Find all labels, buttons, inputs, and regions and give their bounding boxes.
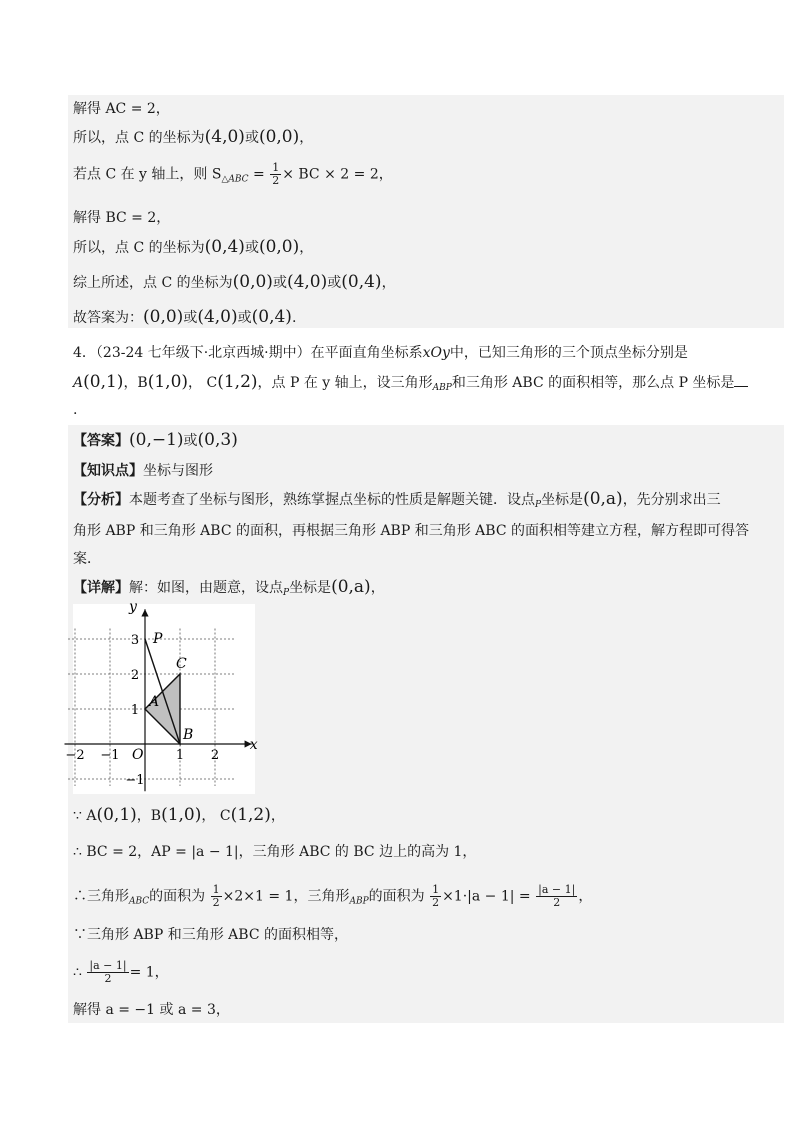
coord: (0,0) [232, 272, 273, 292]
point-label-p: P [153, 631, 163, 647]
text: 坐标是 [289, 580, 332, 596]
text: ∴三角形 [73, 888, 129, 905]
math: ABP [432, 383, 452, 393]
text: ， [299, 130, 314, 146]
denominator: 2 [553, 896, 561, 909]
fraction [270, 162, 281, 187]
text: ∴ [73, 964, 82, 981]
text: 解得 AC = 2， [73, 101, 170, 117]
coord: (0,−1) [129, 430, 184, 450]
fraction [536, 884, 577, 909]
coord: (0,0) [258, 237, 300, 257]
text: ， [370, 580, 385, 596]
coord: (4,0) [204, 127, 245, 147]
math: xOy [422, 345, 450, 361]
solution-line-4 [73, 208, 170, 228]
coord: (1,2) [230, 805, 271, 825]
answer-line [73, 430, 238, 451]
question-line-3 [73, 400, 77, 420]
math: AP = |a − 1| [151, 844, 239, 860]
denominator: 2 [432, 896, 440, 909]
answer-blank [734, 374, 748, 387]
text: 若点 C 在 y 轴上，则 S [73, 166, 222, 183]
analysis-line-1 [73, 489, 721, 515]
coord: (0,4) [204, 237, 245, 257]
text: 或 [244, 240, 259, 256]
subscript: △ABC [221, 174, 249, 185]
text: 坐标是 [541, 492, 584, 508]
text: . [291, 310, 297, 326]
x-tick-label: −1 [100, 748, 120, 763]
y-tick-label: 3 [130, 633, 140, 648]
text: 中，已知三角形的三个顶点坐标分别是 [449, 345, 688, 361]
label: 【知识点】 [73, 463, 143, 479]
text: 和三角形 ABC 的面积相等，那么点 P 坐标是 [451, 375, 735, 391]
text: 坐标与图形 [143, 463, 213, 479]
text: 案． [73, 551, 101, 567]
text: 或 [183, 433, 198, 449]
text: ， C [188, 375, 218, 391]
point-label-c: C [176, 656, 187, 672]
text: ∵三角形 ABP 和三角形 ABC 的面积相等， [73, 927, 348, 943]
coord: (0,0) [258, 127, 300, 147]
text: ， [578, 888, 593, 905]
denominator: 2 [104, 972, 112, 985]
text: ，先分别求出三 [622, 492, 721, 508]
text: ， [381, 275, 396, 291]
question-line-2 [73, 372, 748, 398]
detail-line-6 [73, 960, 169, 985]
text: ，B [136, 808, 162, 824]
coord: (0,0) [143, 307, 184, 327]
x-tick-label: 1 [175, 748, 185, 763]
x-tick-label: 2 [210, 748, 220, 763]
y-tick-label: −1 [125, 773, 145, 788]
text: 解得 a = −1 或 a = 3， [73, 1002, 230, 1018]
fraction [211, 884, 222, 909]
text: 4．（23-24 七年级下·北京西城·期中）在平面直角坐标系 [73, 345, 423, 361]
numerator: |a − 1| [538, 883, 576, 896]
text: ，三角形 ABC 的 BC 边上的高为 1， [238, 844, 477, 860]
y-axis-label: y [129, 599, 137, 615]
solution-line-7 [73, 307, 296, 328]
text: ， [270, 808, 285, 824]
fraction [87, 960, 128, 985]
text: ，B [123, 375, 148, 391]
coord: (0,4) [341, 272, 382, 292]
detail-line-5 [73, 925, 348, 945]
text: 解：如图，由题意，设点 [129, 580, 283, 596]
math: ABC [129, 896, 150, 907]
text: ， [299, 240, 314, 256]
text: 的面积为 [149, 888, 206, 905]
coord: (4,0) [286, 272, 328, 292]
denominator: 2 [212, 896, 220, 909]
text: = [253, 166, 265, 183]
solution-line-1 [73, 99, 170, 119]
detail-line-4 [73, 884, 592, 912]
denominator: 2 [272, 174, 280, 187]
coord: (4,0) [197, 307, 238, 327]
numerator: 1 [272, 161, 280, 174]
math: ABP [349, 896, 369, 907]
coord: (0,4) [251, 307, 292, 327]
text: 或 [272, 275, 287, 291]
analysis-line-3 [73, 549, 101, 569]
numerator: 1 [212, 883, 220, 896]
text: 角形 ABP 和三角形 ABC 的面积，再根据三角形 ABP 和三角形 ABC 的面积相等建立方程，解方程即可得答 [73, 523, 749, 539]
question-line-1 [73, 343, 688, 363]
point-label-b: B [183, 727, 194, 743]
text: ∴ BC = 2， [73, 844, 152, 860]
origin-label: O [132, 747, 144, 763]
text: ×2×1 = 1，三角形 [222, 888, 350, 905]
analysis-line-2 [73, 521, 749, 541]
text: A [73, 375, 84, 391]
solution-line-3 [73, 162, 393, 190]
text: 所以，点 C 的坐标为 [73, 130, 205, 146]
detail-line-7 [73, 1000, 230, 1020]
detail-line-3 [73, 842, 476, 862]
text: . [73, 402, 78, 418]
text: 解得 BC = 2， [73, 210, 171, 226]
text: ×1·|a − 1| = [442, 888, 531, 905]
detail-line-2 [73, 805, 285, 826]
text: 或 [244, 130, 259, 146]
label: 【答案】 [73, 433, 129, 449]
y-tick-label: 2 [130, 668, 140, 683]
text: 的面积为 [368, 888, 425, 905]
numerator: 1 [432, 883, 440, 896]
numerator: |a − 1| [89, 959, 127, 972]
solution-line-6 [73, 272, 396, 293]
coordinate-figure [65, 599, 258, 794]
text: × BC × 2 = 2， [282, 166, 393, 183]
text: = 1， [129, 964, 169, 981]
solution-line-5 [73, 237, 313, 258]
text: 所以，点 C 的坐标为 [73, 240, 205, 256]
coord: (0,a) [331, 577, 371, 597]
point-label-a: A [149, 694, 160, 710]
text: 本题考查了坐标与图形，熟练掌握点坐标的性质是解题关键．设点 [129, 492, 535, 508]
math: P [535, 500, 542, 510]
y-tick-label: 1 [130, 703, 140, 718]
label: 【详解】 [73, 580, 129, 596]
text: 故答案为： [73, 310, 143, 326]
solution-line-2 [73, 127, 313, 148]
coord: (1,2) [217, 372, 258, 392]
coord: (1,0) [147, 372, 189, 392]
detail-line-1 [73, 577, 385, 603]
fraction [430, 884, 441, 909]
knowledge-point-line [73, 461, 213, 481]
text: 或 [327, 275, 342, 291]
label: 【分析】 [73, 492, 129, 508]
coord: (0,1) [83, 372, 124, 392]
text: 或 [237, 310, 252, 326]
coord: (1,0) [161, 805, 202, 825]
text: 或 [183, 310, 198, 326]
x-axis-label: x [249, 737, 258, 753]
text: ，点 P 在 y 轴上，设三角形 [257, 375, 433, 391]
coord: (0,1) [96, 805, 137, 825]
text: ， C [201, 808, 231, 824]
text: ∵ A [73, 808, 97, 824]
x-tick-label: −2 [65, 748, 85, 763]
text: 综上所述，点 C 的坐标为 [73, 275, 233, 291]
coord: (0,3) [197, 430, 238, 450]
coord: (0,a) [583, 489, 623, 509]
math: P [283, 588, 290, 598]
